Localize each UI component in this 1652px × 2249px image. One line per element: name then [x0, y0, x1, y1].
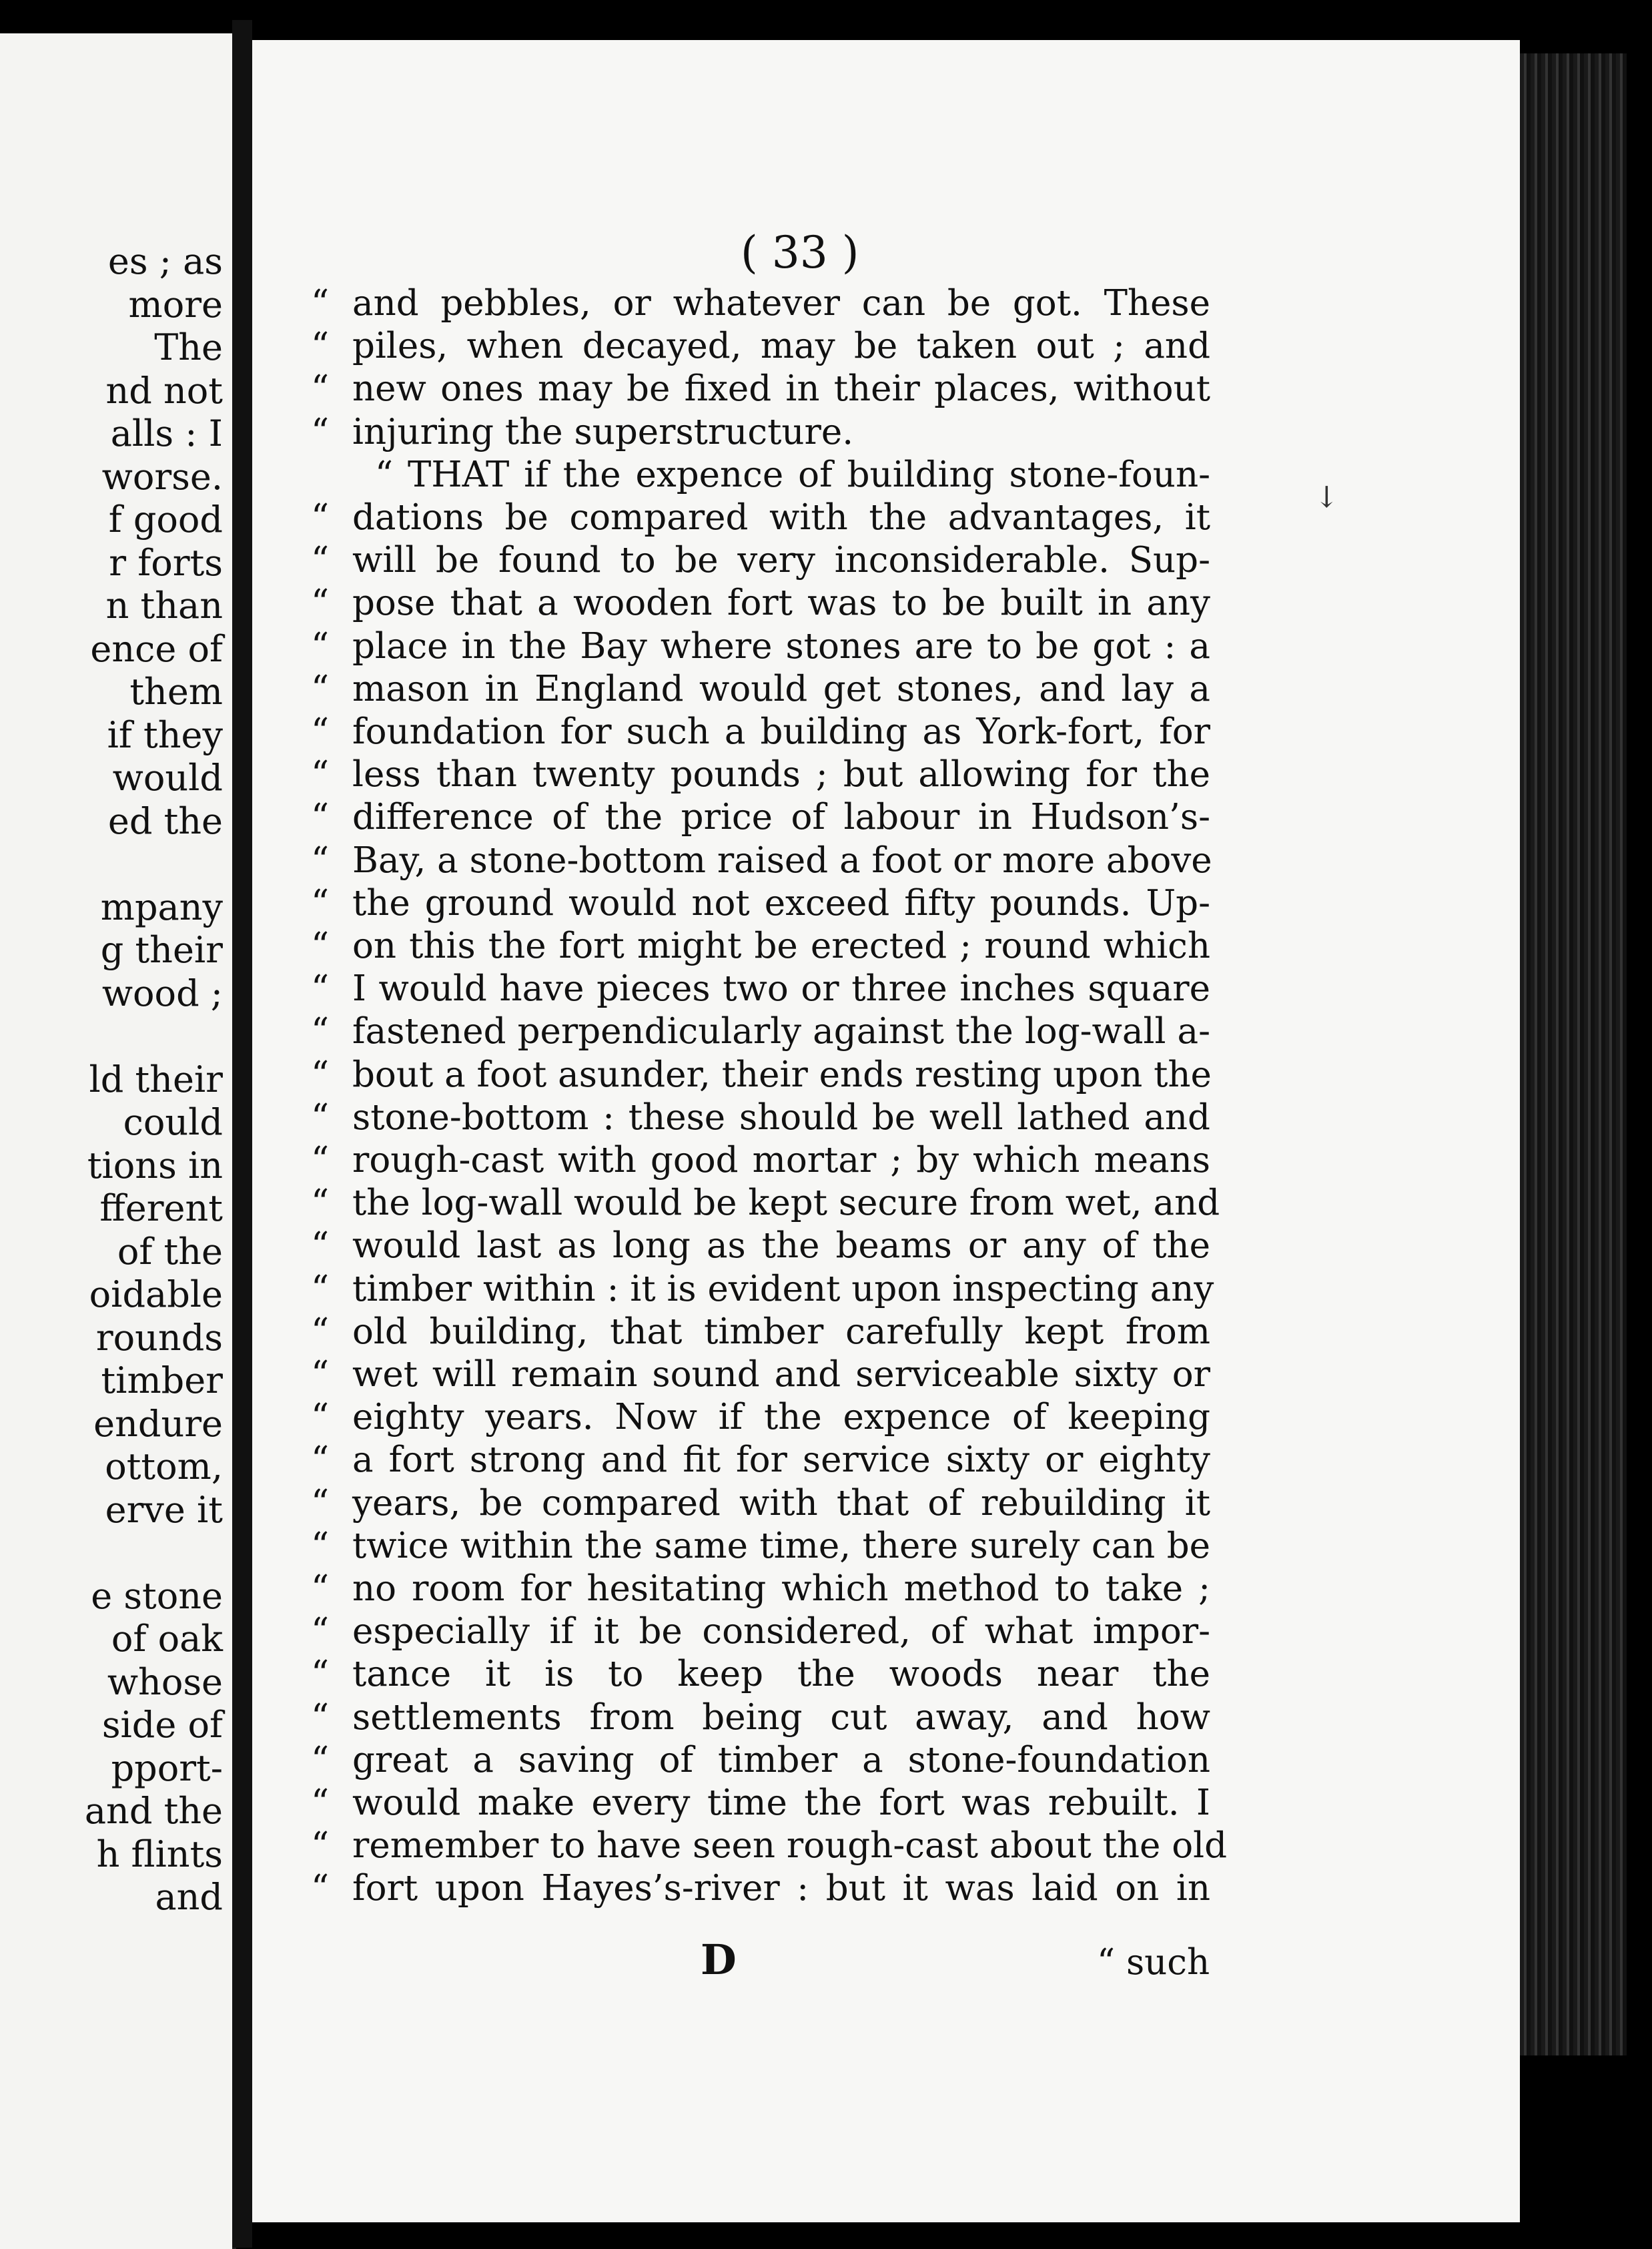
line-text: old building, that timber carefully kept from [352, 1311, 1210, 1352]
text-line [311, 1611, 1210, 1652]
quote-mark: “ [311, 1054, 330, 1095]
quote-mark: “ [311, 497, 330, 538]
catchword: “ such [1097, 1942, 1210, 1983]
text-line [311, 1439, 1210, 1481]
left-page-line: of the [117, 1230, 223, 1273]
left-page-line: of oak [111, 1618, 223, 1660]
line-text: Bay, a stone-bottom raised a foot or more above [352, 840, 1212, 881]
left-page-line: nd not [105, 369, 223, 412]
line-text: would last as long as the beams or any of the [352, 1225, 1210, 1267]
line-text: less than twenty pounds ; but allowing for the [352, 754, 1210, 795]
text-line [311, 1568, 1210, 1609]
text-line [311, 1140, 1210, 1181]
left-page-line: ld their [89, 1058, 223, 1100]
text-line [311, 1354, 1210, 1395]
text-line [311, 1225, 1210, 1267]
quote-mark: “ [311, 1397, 330, 1438]
quote-mark: “ [311, 1696, 330, 1738]
line-text: eighty years. Now if the expence of keeping [352, 1397, 1210, 1438]
text-line [311, 1825, 1228, 1867]
quote-mark: “ [311, 1268, 330, 1309]
quote-mark: “ [311, 326, 330, 367]
left-page-line: side of [101, 1704, 223, 1746]
quote-mark: “ [311, 711, 330, 752]
quote-mark: “ [311, 583, 330, 624]
quote-mark: “ [311, 1654, 330, 1695]
text-line [311, 1054, 1212, 1095]
text-line [311, 1868, 1210, 1909]
text-line [311, 1311, 1210, 1352]
line-text: the ground would not exceed fifty pounds. Up- [352, 882, 1210, 924]
text-line [311, 1096, 1210, 1138]
line-text: the log-wall would be kept secure from wet, and [352, 1183, 1220, 1224]
line-text: fort upon Hayes’s-river : but it was laid on in [352, 1868, 1210, 1909]
left-page-line: fferent [99, 1187, 223, 1229]
text-line [311, 368, 1210, 410]
page-edges [1520, 53, 1627, 2055]
line-text: great a saving of timber a stone-foundation [352, 1739, 1210, 1781]
text-line [311, 926, 1210, 966]
line-text: twice within the same time, there surely can be [352, 1525, 1210, 1566]
quote-mark: “ [311, 1011, 330, 1052]
left-page-fragment [0, 33, 236, 2249]
text-line [311, 668, 1210, 709]
left-page-line: more [128, 283, 223, 326]
line-text: years, be compared with that of rebuilding it [352, 1482, 1210, 1524]
text-line [311, 797, 1210, 838]
left-page-line: would [112, 757, 223, 799]
left-page-line: wood ; [101, 972, 223, 1014]
text-line [311, 882, 1210, 924]
left-page-line: them [129, 671, 223, 713]
line-text: remember to have seen rough-cast about the old [352, 1825, 1228, 1867]
text-line [311, 1011, 1210, 1052]
quote-mark: “ [311, 411, 330, 452]
quote-mark: “ [311, 1096, 330, 1138]
text-line [311, 968, 1210, 1010]
quote-mark: “ [311, 754, 330, 795]
line-text: dations be compared with the advantages, it [352, 497, 1210, 538]
left-page-line: es ; as [107, 240, 223, 282]
quote-mark: “ [311, 1225, 330, 1267]
line-text: “ THAT if the expence of building stone-foun- [375, 454, 1210, 495]
line-text: difference of the price of labour in Hudson’s- [352, 797, 1210, 838]
quote-mark: “ [311, 1354, 330, 1395]
quote-mark: “ [311, 625, 330, 667]
page-number: ( 33 ) [741, 227, 859, 278]
text-line [311, 1397, 1210, 1438]
quote-mark: “ [311, 1783, 330, 1823]
left-page-line: n than [105, 585, 223, 627]
quote-mark: “ [311, 1568, 330, 1609]
text-line [311, 711, 1210, 752]
line-text: settlements from being cut away, and how [352, 1696, 1210, 1738]
quote-mark: “ [311, 1611, 330, 1652]
margin-mark: ↓ [1314, 480, 1339, 515]
left-page-line: mpany [100, 886, 223, 928]
line-text: will be found to be very inconsiderable. Sup- [352, 540, 1210, 581]
text-line [311, 1183, 1220, 1224]
line-text: place in the Bay where stones are to be got : a [352, 625, 1210, 667]
quote-mark: “ [311, 668, 330, 709]
left-page-line: whose [107, 1660, 223, 1703]
left-page-line: timber [101, 1359, 223, 1401]
left-page-line: alls : I [110, 412, 223, 454]
left-page-line: rounds [95, 1316, 223, 1359]
line-text: and pebbles, or whatever can be got. These [352, 283, 1210, 324]
quote-mark: “ [311, 840, 330, 881]
left-page-line: and [155, 1876, 223, 1918]
left-page-line: erve it [105, 1488, 223, 1531]
quote-mark: “ [311, 926, 330, 966]
quote-mark: “ [311, 1140, 330, 1181]
left-page-line: ottom, [105, 1445, 223, 1488]
text-line [311, 1525, 1210, 1566]
left-page-line: tions in [87, 1144, 223, 1187]
quote-mark: “ [311, 540, 330, 581]
line-text: would make every time the fort was rebuilt. I [352, 1783, 1210, 1823]
quote-mark: “ [311, 1482, 330, 1524]
line-text: foundation for such a building as York-fort, for [352, 711, 1210, 752]
left-page-line: r forts [109, 541, 223, 584]
line-text: timber within : it is evident upon inspecting any [352, 1268, 1214, 1309]
line-text: stone-bottom : these should be well lathed and [352, 1096, 1210, 1138]
text-line [311, 326, 1210, 367]
quote-mark: “ [311, 797, 330, 838]
text-line [311, 497, 1210, 538]
quote-mark: “ [311, 968, 330, 1010]
signature-mark: D [701, 1935, 737, 1984]
text-line [311, 1783, 1210, 1823]
quote-mark: “ [311, 1825, 330, 1867]
line-text: wet will remain sound and serviceable sixty or [352, 1354, 1210, 1395]
line-text: piles, when decayed, may be taken out ; and [352, 326, 1210, 367]
text-line [311, 411, 1210, 452]
text-line [311, 283, 1210, 324]
line-text: tance it is to keep the woods near the [352, 1654, 1210, 1695]
left-page-line: ence of [90, 627, 223, 670]
line-text: mason in England would get stones, and lay a [352, 668, 1210, 709]
left-page-line: ed the [107, 799, 223, 842]
line-text: bout a foot asunder, their ends resting upon the [352, 1054, 1212, 1095]
quote-mark: “ [311, 1311, 330, 1352]
quote-mark: “ [311, 882, 330, 924]
left-page-line: could [123, 1101, 223, 1143]
line-text: no room for hesitating which method to take ; [352, 1568, 1210, 1609]
line-text: especially if it be considered, of what impor- [352, 1611, 1210, 1652]
quote-mark: “ [311, 1439, 330, 1481]
text-line [311, 625, 1210, 667]
quote-mark: “ [311, 368, 330, 410]
left-page-line: The [154, 326, 223, 368]
quote-mark: “ [311, 283, 330, 324]
text-line [311, 540, 1210, 581]
line-text: fastened perpendicularly against the log-wall a- [352, 1011, 1210, 1052]
left-page-line: endure [93, 1402, 223, 1445]
line-text: on this the fort might be erected ; round which [352, 926, 1210, 966]
line-text: pose that a wooden fort was to be built in any [352, 583, 1210, 624]
left-page-line: pport- [111, 1746, 223, 1789]
quote-mark: “ [311, 1739, 330, 1781]
left-page-line: and the [84, 1790, 223, 1832]
quote-mark: “ [311, 1525, 330, 1566]
text-line [311, 840, 1212, 881]
left-page-line: f good [108, 499, 223, 541]
quote-mark: “ [311, 1183, 330, 1224]
left-page-line: e stone [91, 1574, 223, 1617]
text-line [311, 1268, 1214, 1309]
quote-mark: “ [311, 1868, 330, 1909]
text-line [311, 754, 1210, 795]
text-line [311, 1654, 1210, 1695]
line-text: rough-cast with good mortar ; by which means [352, 1140, 1210, 1181]
book-gutter [232, 20, 252, 2248]
line-text: I would have pieces two or three inches square [352, 968, 1210, 1010]
text-line [375, 454, 1210, 495]
line-text: injuring the superstructure. [352, 411, 854, 452]
line-text: new ones may be fixed in their places, without [352, 368, 1210, 410]
left-page-line: oidable [89, 1273, 223, 1315]
left-page-line: h flints [96, 1833, 223, 1875]
left-page-line: worse. [101, 455, 223, 498]
text-line [311, 1482, 1210, 1524]
text-line [311, 1696, 1210, 1738]
line-text: a fort strong and fit for service sixty or eighty [352, 1439, 1210, 1481]
text-line [311, 1739, 1210, 1781]
left-page-line: if they [107, 713, 223, 756]
text-line [311, 583, 1210, 624]
left-page-line: g their [100, 929, 223, 971]
